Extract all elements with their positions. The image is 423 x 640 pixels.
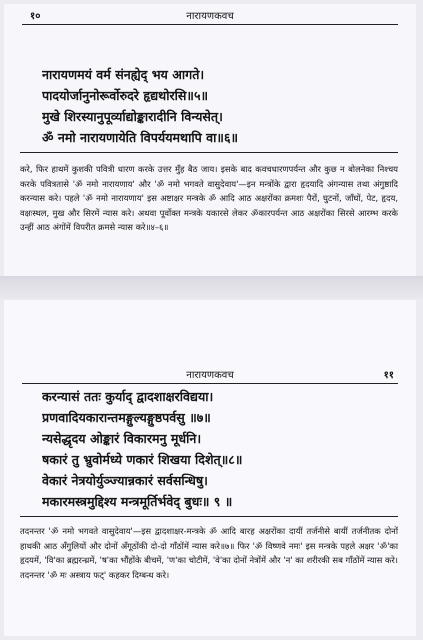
commentary-text: तदनन्तर 'ॐ नमो भगवते वासुदेवाय'—इस द्वादशाक्षर-मन्त्रके ॐ आदि बारह अक्षरोंका दायीं तर्जनीसे बायीं तर्जनीतक दोनों हाथकी आठ अँगुलियों और दोनों अँगूठोंकी दो-दो गाँठोंमें न्यास करे॥७॥ फिर 'ॐ विष्णवे नमः' इस मन्त्रके पहले अक्षर 'ॐ'का हृदयमें, 'वि'का ब्रह्मरन्ध्रमें, 'ष'का भौंहोंके बीचमें, 'ण'का चोटीमें, 'वे'का दोनों नेत्रोंमें और 'न' का शरीरकी सब गाँठोंमें न्यास करे। तदनन्तर 'ॐ मः अस्त्राय फट्' कहकर दिग्बन्ध करे। [20,526,398,580]
top-page [4,4,416,276]
verse-line: मुखे शिरस्यानुपूर्व्याद्योङ्कारादीनि विन्यसेत्। [42,109,223,124]
verse-line: वेकारं नेत्रयोर्युञ्ज्यान्नकारं सर्वसन्धिषु। [42,473,208,488]
section-divider [20,516,398,517]
top-verses [42,64,394,148]
bottom-page-header [22,363,398,384]
verse-line: ॐ नमो नारायणायेति विपर्ययमथापि वा॥६॥ [42,130,239,145]
verse-line: नारायणमयं वर्म संनह्येद् भय आगते। [42,67,205,82]
verse-line: षकारं तु भ्रुवोर्मध्ये णकारं शिखया दिशेत्॥८॥ [42,452,243,467]
commentary-text: करे, फिर हाथमें कुशकी पवित्री धारण करके उत्तर मुँह बैठ जाय। इसके बाद कवचधारणपर्यन्त और कुछ न बोलनेका निश्चय करके पवित्रतासे 'ॐ नमो नारायणाय' और 'ॐ नमो भगवते वासुदेवाय'—इन मन्त्रोंके द्वारा हृदयादि अंगन्यास तथा अंगुष्ठादि करन्यास करे। पहले 'ॐ नमो नारायणाय' इस अष्टाक्षर मन्त्रके ॐ आदि आठ अक्षरोंका क्रमशः पैरों, घुटनों, जाँघों, पेट, हृदय, वक्षःस्थल, मुख और सिरमें न्यास करे। अथवा पूर्वोक्त मन्त्रके यकारसे लेकर ॐकारपर्यन्त आठ अक्षरोंका सिरसे आरम्भ करके उन्हीं आठ अंगोंमें विपरीत क्रमसे न्यास करे॥४–६॥ [20,164,398,232]
bottom-page [4,300,416,636]
top-commentary [20,162,398,235]
bottom-verses [42,386,394,512]
top-page-number: १० [30,11,41,22]
section-divider [20,152,398,153]
bottom-page-number: ११ [383,370,394,381]
verse-line: प्रणवादियकारान्तमङ्गुल्यङ्गुष्ठपर्वसु ॥७॥ [42,410,211,425]
top-page-header [22,4,398,25]
verse-line: मकारमस्त्रमुद्दिश्य मन्त्रमूर्तिर्भवेद् बुधः॥ ९ ॥ [42,494,233,509]
page-gap [0,276,423,300]
verse-line: पादयोर्जानुनोरूर्वोरुदरे हृद्यथोरसि॥५॥ [42,88,209,103]
top-page-title: नारायणकवच [186,11,234,22]
bottom-commentary [20,524,398,582]
verse-line: करन्यासं ततः कुर्याद् द्वादशाक्षरविद्यया। [42,389,214,404]
verse-line: न्यसेद्धृदय ओङ्कारं विकारमनु मूर्धनि। [42,431,202,446]
bottom-page-title: नारायणकवच [186,370,234,381]
